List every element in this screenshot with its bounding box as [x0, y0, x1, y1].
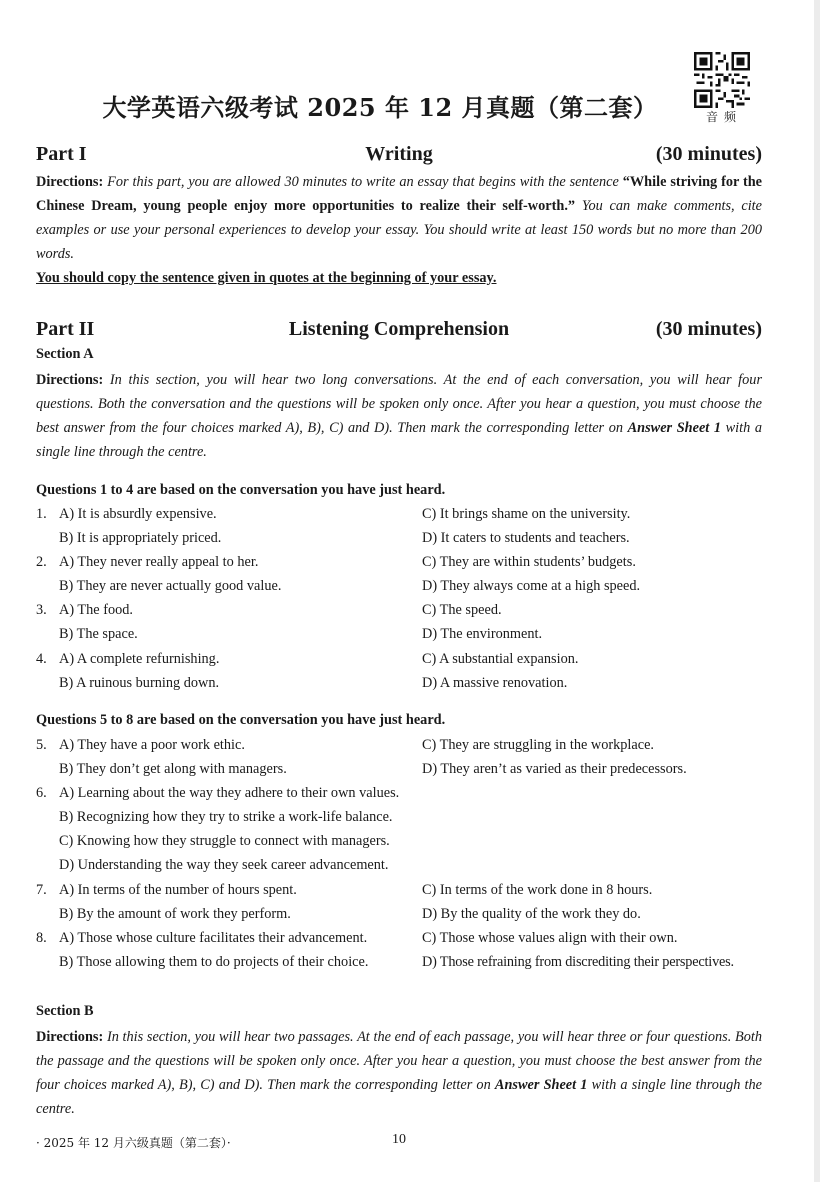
part2-header [36, 318, 762, 346]
section-b-directions [36, 1025, 762, 1121]
directions-text-2: You can make comments, cite examples or use your personal experiences to develop your essay. You should write at least 150 words but no more than 200 words. [36, 198, 762, 262]
option-c: C) Knowing how they struggle to connect with managers. [59, 833, 390, 849]
part2-name: Listening Comprehension [288, 318, 510, 340]
option-b: B) Recognizing how they try to strike a work-life balance. [59, 809, 393, 825]
question-group-1-heading: Questions 1 to 4 are based on the conversation you have just heard. [36, 482, 446, 498]
option-b: B) They don’t get along with managers. [59, 761, 287, 777]
option-c: C) They are struggling in the workplace. [422, 737, 654, 753]
option-a: A) They never really appeal to her. [59, 554, 259, 570]
question-group-2-heading: Questions 5 to 8 are based on the conversation you have just heard. [36, 712, 446, 728]
part1-note: You should copy the sentence given in quotes at the beginning of your essay. [36, 270, 497, 286]
option-c: C) It brings shame on the university. [422, 506, 631, 522]
option-c: C) The speed. [422, 602, 502, 618]
option-b: B) A ruinous burning down. [59, 675, 220, 691]
page-number: 10 [392, 1132, 406, 1147]
directions-label: Directions: [36, 1029, 104, 1045]
directions-label: Directions: [36, 372, 104, 388]
option-d: D) By the quality of the work they do. [422, 906, 641, 922]
essay-prompt-quote: “While striving for the Chinese Dream, young people enjoy more opportunities to realize their self-worth.” [36, 174, 763, 214]
directions-label: Directions: [36, 174, 104, 190]
audio-label: 音频 [705, 110, 742, 124]
part1-time: (30 minutes) [655, 143, 762, 165]
option-b: B) The space. [59, 626, 138, 642]
question-number: 4. [36, 651, 47, 667]
directions-text: In this section, you will hear two long conversations. At the end of each conversation, you will hear four questions. Both the conversation and the questions will be spoken only once. After you hear a question, you must choose the best answer from the four choices marked A), B), C) and D). Then mark the corresponding letter on [36, 372, 763, 436]
section-a-directions [36, 368, 762, 464]
option-d: D) It caters to students and teachers. [422, 530, 630, 546]
question-number: 2. [36, 554, 47, 570]
question-number: 3. [36, 602, 47, 618]
option-b: B) They are never actually good value. [59, 578, 282, 594]
option-c: C) A substantial expansion. [422, 651, 579, 667]
option-d: D) Those refraining from discrediting their perspectives. [422, 954, 734, 970]
section-b-title: Section B [36, 1003, 94, 1019]
option-b: B) By the amount of work they perform. [59, 906, 291, 922]
option-a: A) Learning about the way they adhere to their own values. [59, 785, 400, 801]
option-d: D) They always come at a high speed. [422, 578, 641, 594]
part1-name: Writing [365, 143, 433, 165]
question-number: 1. [36, 506, 47, 522]
option-d: D) The environment. [422, 626, 543, 642]
question-number: 6. [36, 785, 47, 801]
option-d: D) They aren’t as varied as their predecessors. [422, 761, 687, 777]
option-c: C) In terms of the work done in 8 hours. [422, 882, 653, 898]
option-d: D) Understanding the way they seek career advancement. [59, 857, 389, 873]
directions-text-end: with a single line through the centre. [36, 1077, 763, 1117]
option-a: A) They have a poor work ethic. [59, 737, 245, 753]
part2-number: Part II [36, 318, 95, 340]
directions-text: For this part, you are allowed 30 minutes to write an essay that begins with the sentence [107, 174, 619, 190]
option-c: C) Those whose values align with their own. [422, 930, 678, 946]
option-b: B) It is appropriately priced. [59, 530, 222, 546]
option-a: A) In terms of the number of hours spent. [59, 882, 297, 898]
question-number: 7. [36, 882, 47, 898]
answer-sheet-ref: Answer Sheet 1 [627, 420, 722, 436]
qr-code-icon [692, 52, 752, 108]
directions-text: In this section, you will hear two passages. At the end of each passage, you will hear three or four questions. Both the passage and the questions will be spoken only once. After you hear a question, you must choose the best answer from the four choices marked A), B), C) and D). Then mark the corresponding letter on [36, 1029, 762, 1093]
part2-time: (30 minutes) [655, 318, 762, 340]
part1-number: Part I [36, 143, 87, 165]
answer-sheet-ref: Answer Sheet 1 [494, 1077, 588, 1093]
option-a: A) A complete refurnishing. [59, 651, 220, 667]
page-title: 大学英语六级考试 2025 年 12 月真题（第二套） [102, 93, 658, 122]
question-number: 8. [36, 930, 47, 946]
option-b: B) Those allowing them to do projects of their choice. [59, 954, 369, 970]
option-a: A) Those whose culture facilitates their advancement. [59, 930, 368, 946]
part1-header [36, 143, 762, 171]
option-a: A) It is absurdly expensive. [59, 506, 217, 522]
option-a: A) The food. [59, 602, 133, 618]
question-number: 5. [36, 737, 47, 753]
option-c: C) They are within students’ budgets. [422, 554, 636, 570]
part1-directions [36, 170, 762, 266]
section-a-title: Section A [36, 346, 94, 362]
directions-text-end: with a single line through the centre. [36, 420, 763, 460]
footer-label: · 2025 年 12 月六级真题（第二套）· [36, 1136, 231, 1150]
option-d: D) A massive renovation. [422, 675, 568, 691]
page-edge [814, 0, 820, 1182]
